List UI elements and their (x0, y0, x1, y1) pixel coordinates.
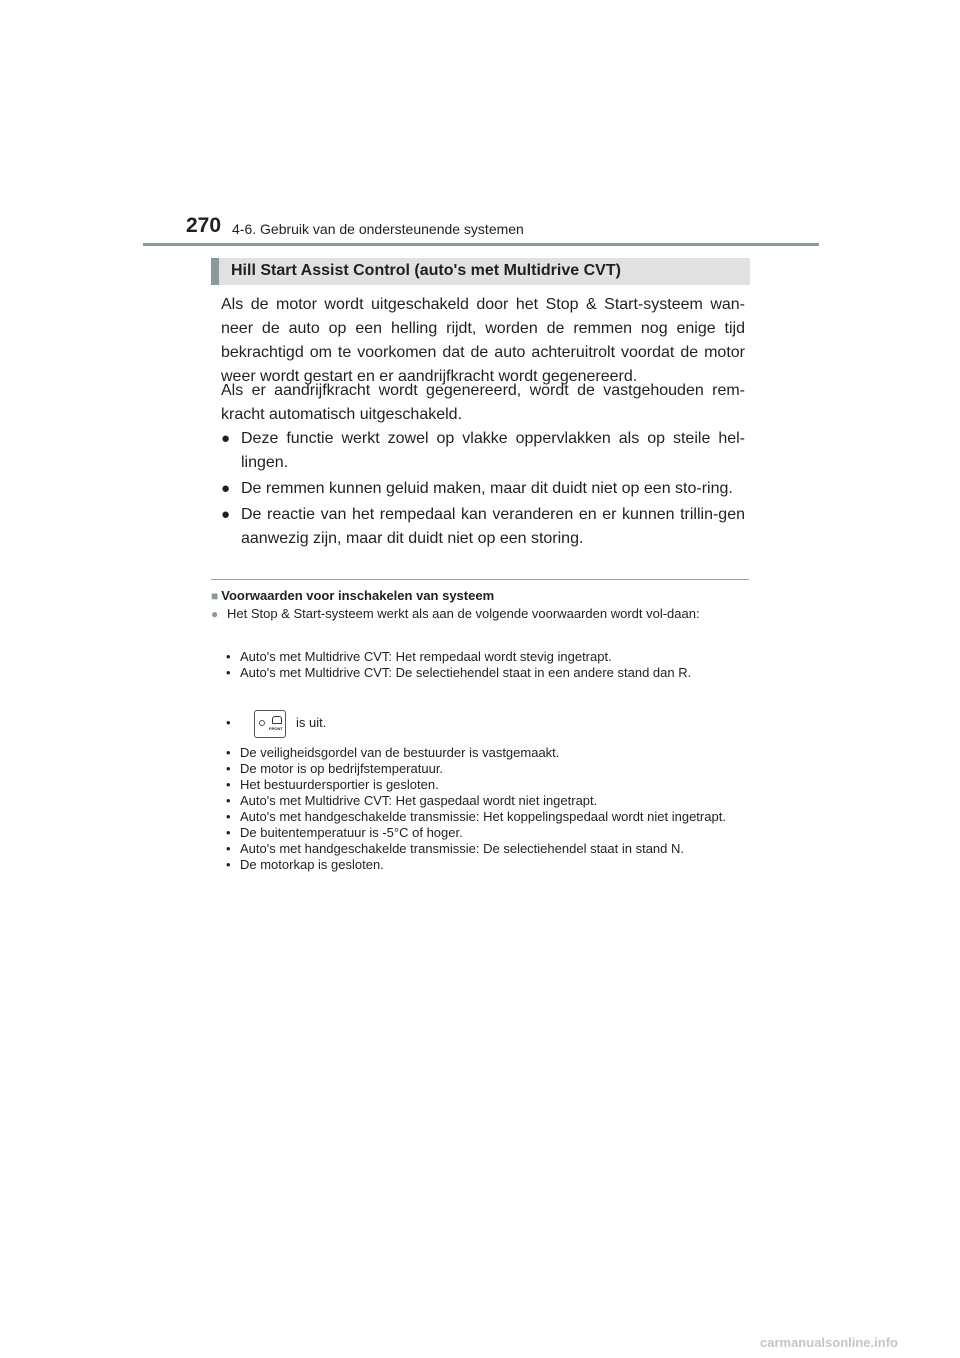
list-item (226, 809, 746, 825)
list-item-text: Auto's met Multidrive CVT: De selectiehendel staat in een andere stand dan R. (240, 665, 692, 680)
bullet-item (221, 477, 745, 501)
dot-bullet: • (226, 809, 231, 824)
list-item (226, 777, 746, 793)
page-number: 270 (186, 214, 222, 237)
conditions-list-b (226, 745, 746, 873)
list-item-text: De veiligheidsgordel van de bestuurder is vastgemaakt. (240, 745, 560, 760)
dot-bullet: • (226, 715, 231, 730)
list-item (226, 841, 746, 857)
section-banner-bar (211, 258, 219, 285)
conditions-list-a (226, 649, 746, 681)
circle-bullet-icon: ● (211, 607, 219, 621)
bullet-item (221, 427, 745, 475)
front-sensor-button-icon (254, 710, 286, 738)
list-item (226, 649, 746, 665)
bullet-dot-icon: ● (221, 430, 231, 447)
list-item-text: Auto's met Multidrive CVT: Het rempedaal wordt stevig ingetrapt. (240, 649, 612, 664)
list-item-text: is uit. (296, 715, 327, 730)
dot-bullet: • (226, 745, 231, 760)
list-item-text: Auto's met handgeschakelde transmissie: De selectiehendel staat in stand N. (240, 841, 685, 856)
list-item (226, 857, 746, 873)
bullet-dot-icon: ● (221, 480, 231, 497)
dot-bullet: • (226, 841, 231, 856)
list-item-text: De motorkap is gesloten. (240, 857, 384, 872)
dot-bullet: • (226, 777, 231, 792)
list-item (226, 825, 746, 841)
bullet-list (221, 427, 745, 553)
square-bullet-icon: ■ (211, 589, 219, 603)
watermark: carmanualsonline.info (760, 1335, 898, 1350)
section-banner (211, 258, 750, 285)
dot-bullet: • (226, 857, 231, 872)
bullet-text: De remmen kunnen geluid maken, maar dit duidt niet op een sto-ring. (241, 480, 733, 497)
section-divider (211, 579, 749, 580)
dot-bullet: • (226, 665, 231, 680)
conditions-heading (211, 588, 494, 603)
button-label: FRONT (269, 725, 283, 731)
list-item (226, 793, 746, 809)
bullet-item (221, 503, 745, 551)
conditions-heading-text: Voorwaarden voor inschakelen van systeem (221, 588, 495, 603)
bullet-text: Deze functie werkt zowel op vlakke oppervlakken als op steile hel-lingen. (241, 430, 745, 471)
conditions-intro (211, 606, 749, 622)
list-item (226, 761, 746, 777)
list-item-text: Het bestuurdersportier is gesloten. (240, 777, 439, 792)
list-item-text: Auto's met handgeschakelde transmissie: Het koppelingspedaal wordt niet ingetrapt. (240, 809, 726, 824)
dot-bullet: • (226, 761, 231, 776)
button-indicator-icon (259, 720, 265, 726)
conditions-intro-text: Het Stop & Start-systeem werkt als aan de volgende voorwaarden wordt vol-daan: (227, 606, 700, 621)
bullet-text: De reactie van het rempedaal kan veranderen en er kunnen trillin-gen aanwezig zijn, maar dit duidt niet op een storing. (241, 506, 745, 547)
list-item-text: De buitentemperatuur is -5°C of hoger. (240, 825, 463, 840)
body-paragraph: Als er aandrijfkracht wordt gegenereerd, wordt de vastgehouden rem-kracht automatisch uitgeschakeld. (221, 382, 745, 423)
header-rule (143, 243, 819, 246)
section-title: Hill Start Assist Control (auto's met Multidrive CVT) (231, 262, 621, 279)
running-head: 4-6. Gebruik van de ondersteunende systemen (232, 221, 524, 237)
list-item-text: Auto's met Multidrive CVT: Het gaspedaal wordt niet ingetrapt. (240, 793, 598, 808)
dot-bullet: • (226, 825, 231, 840)
dot-bullet: • (226, 793, 231, 808)
icon-list-item (226, 708, 326, 738)
dot-bullet: • (226, 649, 231, 664)
list-item (226, 665, 746, 681)
list-item (226, 745, 746, 761)
bullet-dot-icon: ● (221, 506, 231, 523)
list-item-text: De motor is op bedrijfstemperatuur. (240, 761, 444, 776)
car-front-icon (272, 716, 282, 724)
body-paragraph: Als de motor wordt uitgeschakeld door het Stop & Start-systeem wan-neer de auto op een helling rijdt, worden de remmen nog enige tijd bekrachtigd om te voorkomen dat de auto achteruitrolt voordat de motor weer wordt gestart en er aandrijfkracht wordt gegenereerd. (221, 296, 745, 385)
